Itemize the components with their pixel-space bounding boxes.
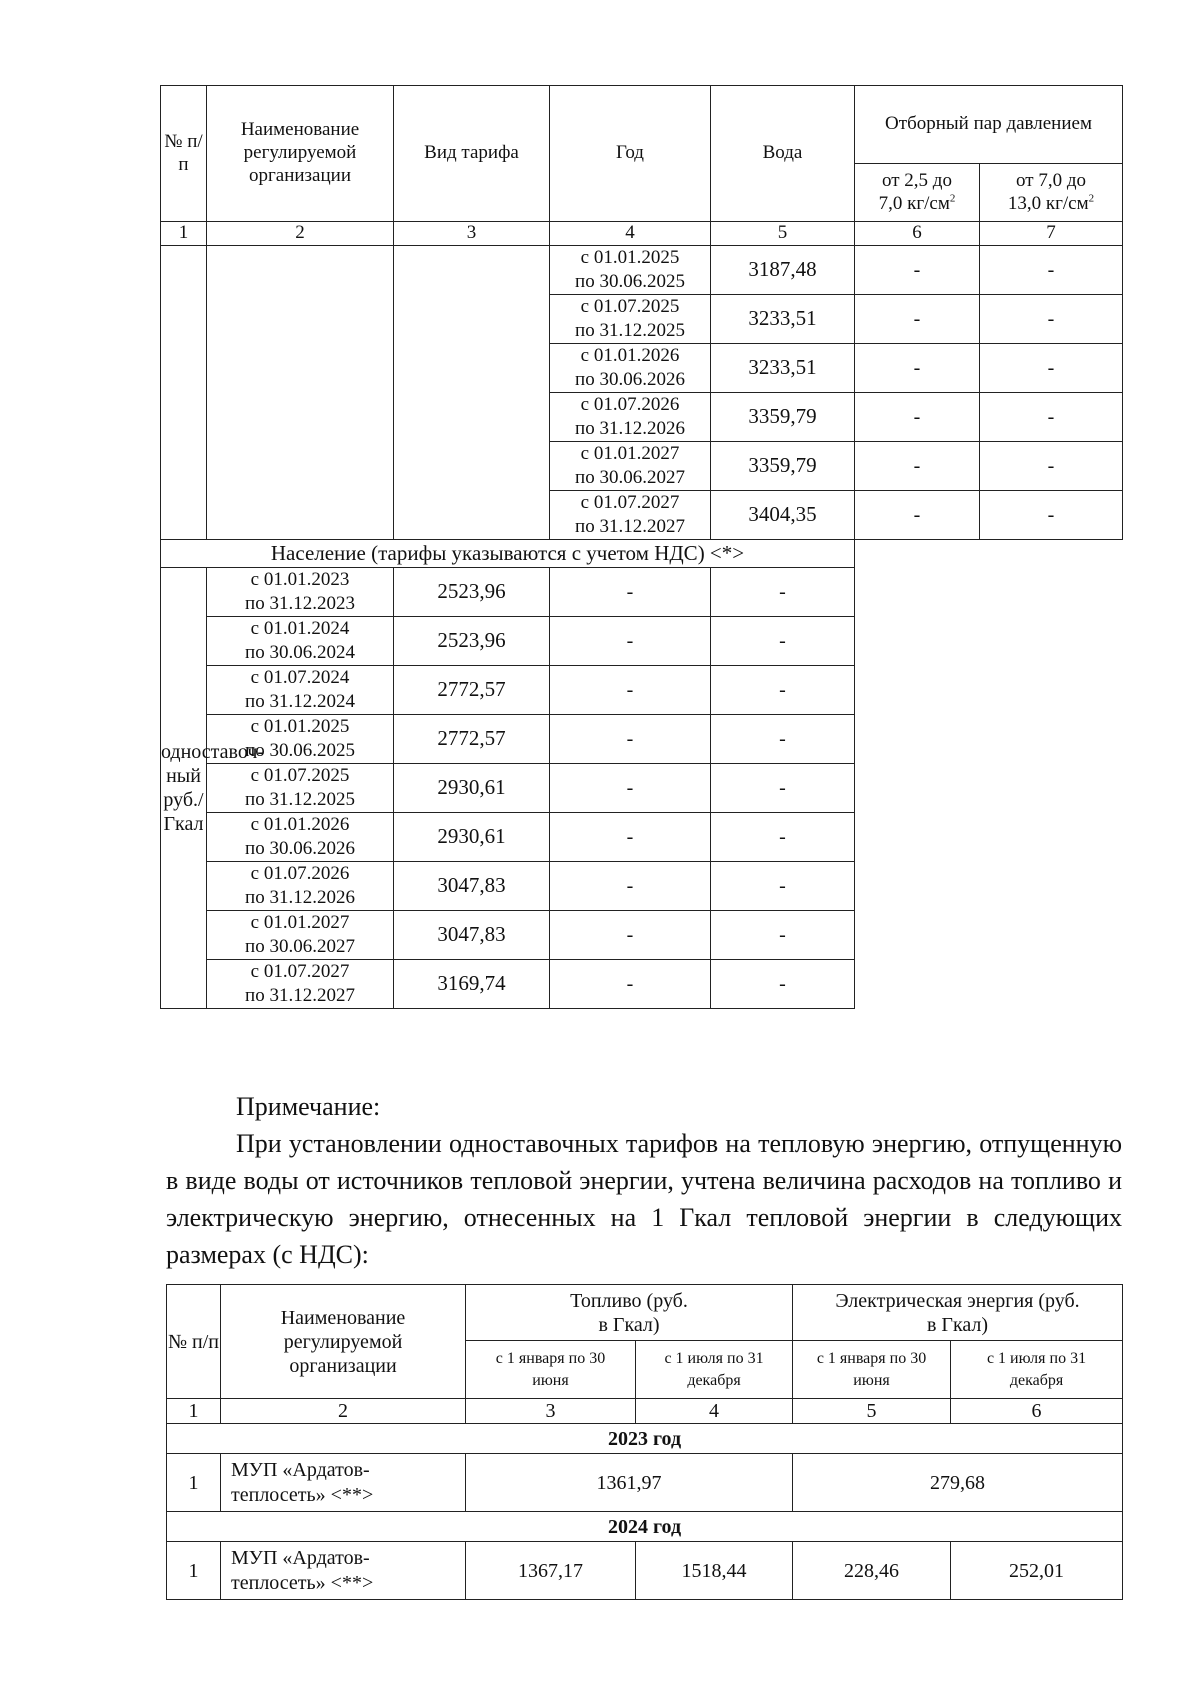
header-year: Год (550, 86, 711, 222)
tariff-type-line: ный (166, 765, 201, 787)
period-from: с 01.01.2027 (580, 443, 680, 465)
col-num-2: 2 (207, 222, 394, 246)
steam-high-value: - (980, 246, 1123, 295)
steam-high-value: - (711, 617, 855, 666)
t2-el-h2: с 1 июля по 31 декабря (951, 1341, 1123, 1399)
header-water: Вода (711, 86, 855, 222)
steam-high-value: - (711, 715, 855, 764)
period-cell (207, 960, 394, 1009)
row-2024-org-line2: теплосеть» <**> (231, 1571, 374, 1594)
period-to: по 31.12.2025 (575, 320, 685, 341)
water-value: 3169,74 (394, 960, 550, 1009)
tariff-table (160, 85, 1123, 1009)
period-to: по 30.06.2026 (245, 838, 355, 859)
steam-high-value: - (980, 393, 1123, 442)
t2-el-h1: с 1 января по 30 июня (793, 1341, 951, 1399)
water-value: 2772,57 (394, 666, 550, 715)
row-2023-org-line1: МУП «Ардатов- (231, 1458, 370, 1481)
steam-low-value: - (855, 491, 980, 540)
year-2024-row (167, 1512, 1123, 1542)
tariff-row (161, 617, 1123, 666)
tariff-row (161, 666, 1123, 715)
period-cell (550, 295, 711, 344)
tariff-type-line: руб./Гкал (163, 789, 204, 835)
t2-col-num-4: 4 (636, 1399, 793, 1424)
period-to: по 31.12.2026 (575, 418, 685, 439)
row-2023-org (221, 1454, 466, 1512)
steam-low-value: - (855, 295, 980, 344)
tariff-type-line: одноставоч- (161, 741, 265, 763)
header-steam: Отборный пар давлением (855, 86, 1123, 164)
header-steam-high: от 7,0 до 13,0 $кг/см^2$ (980, 164, 1123, 222)
t2-col-num-2: 2 (221, 1399, 466, 1424)
steam-low-value: - (550, 813, 711, 862)
merged-tariff-cell-a (394, 246, 550, 540)
water-value: 2772,57 (394, 715, 550, 764)
population-row (161, 540, 1123, 568)
header-num: № п/п (161, 86, 207, 222)
steam-low-value: - (550, 715, 711, 764)
period-from: с 01.01.2026 (250, 814, 350, 836)
period-from: с 01.07.2027 (250, 961, 350, 983)
rows-first-block (161, 246, 1123, 540)
period-to: по 31.12.2025 (245, 789, 355, 810)
header-org: Наименование регулируемой организации (207, 86, 394, 222)
period-from: с 01.07.2024 (250, 667, 350, 689)
tariff-row (161, 246, 1123, 295)
period-to: по 30.06.2026 (575, 369, 685, 390)
rows-population-block (161, 540, 1123, 1009)
t2-col-num-6: 6 (951, 1399, 1123, 1424)
period-to: по 31.12.2027 (575, 516, 685, 537)
row-2024-el-h1: 228,46 (793, 1542, 951, 1600)
period-cell (550, 393, 711, 442)
period-from: с 01.07.2026 (250, 863, 350, 885)
t2-fuel-h1: с 1 января по 30 июня (466, 1341, 636, 1399)
column-number-row (161, 222, 1123, 246)
note-text: При установлении одноставочных тарифов на тепловую энергию, отпущенную в виде воды от источников тепловой энергии, учтена величина расходов на топливо и электрическую энергию, отнесенных на 1 Гкал тепловой энергии в следующих размерах (с НДС): (166, 1129, 1122, 1269)
row-2024-el-h2: 252,01 (951, 1542, 1123, 1600)
header-steam-low: от 2,5 до 7,0 $кг/см^2$ (855, 164, 980, 222)
header-steam-low-line1: от 2,5 до (882, 169, 952, 191)
period-cell (207, 813, 394, 862)
period-to: по 30.06.2024 (245, 642, 355, 663)
header-tariff-type: Вид тарифа (394, 86, 550, 222)
year-2023-label: 2023 год (167, 1424, 1123, 1454)
period-to: по 31.12.2023 (245, 593, 355, 614)
steam-low-value: - (550, 617, 711, 666)
water-value: 3233,51 (711, 295, 855, 344)
period-cell (207, 862, 394, 911)
period-from: с 01.01.2023 (250, 569, 350, 591)
period-from: с 01.07.2026 (580, 394, 680, 416)
header-steam-high-line2: 13,0 кг/см (1007, 192, 1089, 214)
tariff-type-cell (161, 568, 265, 1009)
water-value: 3047,83 (394, 862, 550, 911)
period-from: с 01.01.2025 (250, 716, 350, 738)
water-value: 2930,61 (394, 764, 550, 813)
col-num-4: 4 (550, 222, 711, 246)
t2-header-electric: Электрическая энергия (руб. в Гкал) (793, 1285, 1123, 1341)
period-cell (550, 442, 711, 491)
period-to: по 30.06.2027 (245, 936, 355, 957)
tariff-row (161, 764, 1123, 813)
steam-high-value: - (711, 862, 855, 911)
steam-high-value: - (980, 295, 1123, 344)
row-2023-org-line2: теплосеть» <**> (231, 1483, 374, 1506)
row-2024-org (221, 1542, 466, 1600)
header-steam-low-line2: 7,0 кг/см (878, 192, 950, 214)
steam-high-value: - (711, 911, 855, 960)
water-value: 2523,96 (394, 568, 550, 617)
period-to: по 31.12.2026 (245, 887, 355, 908)
population-label: Население (тарифы указываются с учетом НДС) <*> (161, 540, 855, 568)
note-title: Примечание: (236, 1092, 381, 1121)
period-to: по 30.06.2025 (575, 271, 685, 292)
tariff-row (161, 960, 1123, 1009)
tariff-row (161, 862, 1123, 911)
period-cell (207, 617, 394, 666)
steam-high-value: - (711, 813, 855, 862)
period-cell (207, 764, 394, 813)
data-row-2023 (167, 1454, 1123, 1512)
water-value: 3359,79 (711, 393, 855, 442)
tariff-row (161, 813, 1123, 862)
header-steam-high-line1: от 7,0 до (1016, 169, 1086, 191)
col-num-5: 5 (711, 222, 855, 246)
row-2023-num: 1 (167, 1454, 221, 1512)
col-num-3: 3 (394, 222, 550, 246)
steam-high-value: - (980, 442, 1123, 491)
cost-table (166, 1284, 1123, 1600)
steam-low-value: - (855, 344, 980, 393)
data-row-2024 (167, 1542, 1123, 1600)
tariff-row (161, 715, 1123, 764)
water-value: 3233,51 (711, 344, 855, 393)
col-num-1: 1 (161, 222, 207, 246)
steam-high-value: - (711, 666, 855, 715)
row-2024-org-line1: МУП «Ардатов- (231, 1546, 370, 1569)
period-from: с 01.01.2025 (580, 247, 680, 269)
period-from: с 01.01.2027 (250, 912, 350, 934)
col-num-7: 7 (980, 222, 1123, 246)
t2-col-num-1: 1 (167, 1399, 221, 1424)
year-2024-label: 2024 год (167, 1512, 1123, 1542)
period-to: по 31.12.2027 (245, 985, 355, 1006)
steam-high-value: - (711, 568, 855, 617)
t2-col-num-3: 3 (466, 1399, 636, 1424)
period-from: с 01.07.2025 (250, 765, 350, 787)
steam-low-value: - (550, 862, 711, 911)
period-cell (207, 666, 394, 715)
steam-low-value: - (855, 393, 980, 442)
t2-header-num: № п/п (167, 1285, 221, 1399)
period-to: по 30.06.2025 (245, 740, 355, 761)
t2-fuel-h2: с 1 июля по 31 декабря (636, 1341, 793, 1399)
tariff-row (161, 911, 1123, 960)
steam-high-value: - (980, 344, 1123, 393)
water-value: 3404,35 (711, 491, 855, 540)
period-to: по 31.12.2024 (245, 691, 355, 712)
t2-header-org: Наименование регулируемой организации (221, 1285, 466, 1399)
note-block (166, 1088, 1122, 1273)
period-cell (207, 911, 394, 960)
period-cell (550, 246, 711, 295)
steam-high-value: - (711, 764, 855, 813)
row-2024-fuel-h2: 1518,44 (636, 1542, 793, 1600)
steam-low-value: - (550, 568, 711, 617)
steam-low-value: - (550, 960, 711, 1009)
row-2023-fuel: 1361,97 (466, 1454, 793, 1512)
steam-low-value: - (855, 246, 980, 295)
steam-low-value: - (550, 911, 711, 960)
period-from: с 01.07.2027 (580, 492, 680, 514)
period-cell (550, 344, 711, 393)
water-value: 3187,48 (711, 246, 855, 295)
t2-col-num-5: 5 (793, 1399, 951, 1424)
period-cell (207, 568, 394, 617)
period-cell (550, 491, 711, 540)
row-2023-electric: 279,68 (793, 1454, 1123, 1512)
period-from: с 01.07.2025 (580, 296, 680, 318)
water-value: 3359,79 (711, 442, 855, 491)
water-value: 2523,96 (394, 617, 550, 666)
row-2024-num: 1 (167, 1542, 221, 1600)
year-2023-row (167, 1424, 1123, 1454)
water-value: 2930,61 (394, 813, 550, 862)
merged-org-cell (207, 246, 394, 540)
tariff-row (161, 568, 1123, 617)
steam-high-value: - (711, 960, 855, 1009)
t2-column-number-row (167, 1399, 1123, 1424)
period-from: с 01.01.2024 (250, 618, 350, 640)
t2-header-fuel: Топливо (руб. в Гкал) (466, 1285, 793, 1341)
steam-low-value: - (855, 442, 980, 491)
col-num-6: 6 (855, 222, 980, 246)
steam-high-value: - (980, 491, 1123, 540)
row-2024-fuel-h1: 1367,17 (466, 1542, 636, 1600)
steam-low-value: - (550, 764, 711, 813)
merged-num-cell (161, 246, 207, 540)
water-value: 3047,83 (394, 911, 550, 960)
steam-low-value: - (550, 666, 711, 715)
period-from: с 01.01.2026 (580, 345, 680, 367)
period-to: по 30.06.2027 (575, 467, 685, 488)
